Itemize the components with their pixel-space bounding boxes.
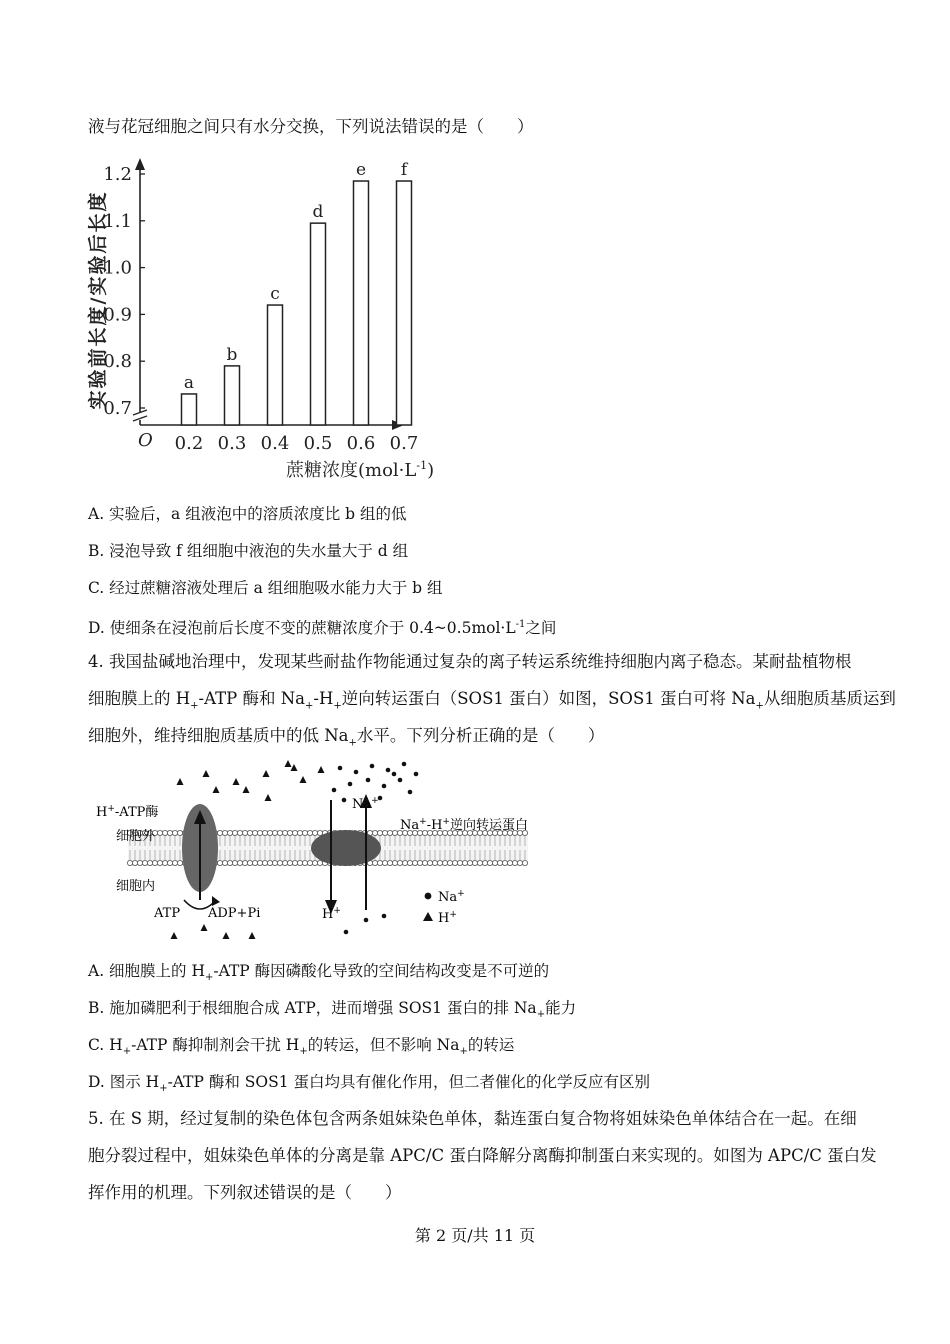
lipid-head	[137, 860, 142, 865]
lipid-head	[407, 860, 412, 865]
h-bottom-label: H+	[322, 906, 341, 922]
lipid-head	[507, 860, 512, 865]
lipid-head	[457, 860, 462, 865]
lipid-head	[157, 830, 162, 835]
lipid-head	[162, 830, 167, 835]
lipid-head	[462, 860, 467, 865]
page-footer: 第 2 页/共 11 页	[414, 1226, 536, 1245]
bar-label: a	[183, 372, 195, 393]
bar-chart	[82, 150, 502, 485]
lipid-head	[232, 830, 237, 835]
lipid-head	[467, 860, 472, 865]
lipid-head	[312, 830, 317, 835]
lipid-head	[472, 860, 477, 865]
lipid-head	[452, 860, 457, 865]
lipid-head	[222, 860, 227, 865]
lipid-head	[272, 830, 277, 835]
inside-label: 细胞内	[116, 879, 156, 894]
h-ion-triangle	[291, 764, 298, 771]
lipid-head	[372, 830, 377, 835]
na-ion-dot	[382, 784, 387, 789]
lipid-head	[262, 860, 267, 865]
na-ion-dot	[408, 790, 413, 795]
na-ion-dot	[332, 788, 337, 793]
q4-option-c: C. $H_+$-ATP 酶抑制剂会干扰 $H_+$的转运，但不影响 $Na_+$的转运	[88, 1036, 515, 1058]
lipid-head	[277, 860, 282, 865]
y-tick-label: 0.8	[103, 351, 132, 373]
chart-x-axis-label: 蔗糖浓度$(mol\cdot L^{-1})$	[286, 459, 435, 481]
q3-option-b: B. 浸泡导致 f 组细胞中液泡的失水量大于 d 组	[88, 542, 409, 560]
x-tick-label: 0.5	[303, 433, 333, 454]
lipid-head	[157, 860, 162, 865]
na-ion-dot	[366, 778, 371, 783]
lipid-head	[477, 860, 482, 865]
q4-option-b: B. 施加磷肥利于根细胞合成 ATP，进而增强 SOS1 蛋白的排 $Na_+$能力	[88, 999, 577, 1021]
bar-label: e	[355, 160, 367, 181]
h-ion-triangle	[171, 932, 178, 939]
lipid-head	[487, 860, 492, 865]
q3-option-c: C. 经过蔗糖溶液处理后 a 组细胞吸水能力大于 b 组	[88, 579, 443, 597]
na-ion-dot	[398, 778, 403, 783]
lipid-head	[292, 860, 297, 865]
adp-label: ADP+Pi	[208, 906, 261, 921]
chart-y-axis-label: 实验前长度/实验后长度	[87, 190, 109, 410]
lipid-head	[297, 830, 302, 835]
lipid-head	[232, 860, 237, 865]
na-ion-dot	[414, 772, 419, 777]
h-ion-triangle	[243, 786, 250, 793]
lipid-head	[267, 830, 272, 835]
y-tick-label: 0.7	[103, 398, 132, 419]
h-ion-triangle	[177, 778, 184, 785]
bar-label: d	[312, 202, 324, 223]
y-tick-label: 1.0	[103, 257, 132, 279]
lipid-head	[242, 830, 247, 835]
lipid-head	[422, 860, 427, 865]
lipid-head	[247, 860, 252, 865]
membrane-transport-diagram	[88, 760, 568, 945]
na-ion-dot	[370, 764, 375, 769]
na-ion-dot	[338, 766, 343, 771]
legend-na-label: Na+	[438, 889, 465, 905]
lipid-head	[387, 860, 392, 865]
lipid-head	[237, 830, 242, 835]
h-ion-triangle	[285, 760, 292, 767]
q4-option-a: A. 细胞膜上的 $H_+$-ATP 酶因磷酸化导致的空间结构改变是不可逆的	[88, 962, 550, 984]
y-tick-label: 1.2	[103, 164, 132, 185]
h-ion-triangle	[249, 932, 256, 939]
lipid-head	[237, 860, 242, 865]
lipid-head	[512, 860, 517, 865]
x-tick-label: 0.3	[217, 433, 247, 454]
legend-h-label: H+	[438, 910, 457, 926]
q3-option-d: D. 使细条在浸泡前后长度不变的蔗糖浓度介于 $0.4\sim 0.5mol\cdot L^{-1}$之间	[88, 619, 557, 638]
x-tick-label: 0.4	[260, 433, 290, 454]
bar-b	[225, 366, 240, 425]
lipid-head	[217, 830, 222, 835]
lipid-head	[302, 860, 307, 865]
lipid-head	[172, 830, 177, 835]
q5-stem-line3: 挥作用的机理。下列叙述错误的是（ ）	[88, 1183, 402, 1202]
lipid-head	[247, 830, 252, 835]
lipid-head	[432, 860, 437, 865]
lipid-head	[177, 830, 182, 835]
lipid-head	[517, 860, 522, 865]
q3-option-a: A. 实验后，a 组液泡中的溶质浓度比 b 组的低	[88, 505, 407, 523]
antiporter-label: Na+-H+逆向转运蛋白	[400, 817, 528, 833]
lipid-head	[227, 830, 232, 835]
q5-stem-line2: 胞分裂过程中，姐妹染色单体的分离是靠 APC/C 蛋白降解分离酶抑制蛋白来实现的。如图为 APC/C 蛋白发	[88, 1146, 877, 1165]
lipid-head	[297, 860, 302, 865]
lipid-head	[272, 860, 277, 865]
lipid-head	[277, 830, 282, 835]
lipid-head	[377, 860, 382, 865]
lipid-head	[402, 860, 407, 865]
chart-ticks	[103, 164, 418, 454]
h-ion-triangle	[265, 794, 272, 801]
question-stem-continuation: 液与花冠细胞之间只有水分交换，下列说法错误的是（ ）	[88, 117, 534, 136]
lipid-head	[372, 860, 377, 865]
q5-stem-line1: 5. 在 S 期，经过复制的染色体包含两条姐妹染色单体，黏连蛋白复合物将姐妹染色单体结合在一起。在细	[88, 1109, 857, 1128]
na-ion-dot	[342, 798, 347, 803]
lipid-head	[447, 860, 452, 865]
lipid-head	[397, 860, 402, 865]
arrow-head-right	[212, 896, 220, 906]
lipid-head	[377, 830, 382, 835]
q4-stem-line3: 细胞外，维持细胞质基质中的低 $Na_+$水平。下列分析正确的是（ ）	[88, 726, 605, 749]
lipid-head	[252, 830, 257, 835]
lipid-head	[302, 830, 307, 835]
bar-a	[182, 394, 197, 425]
h-ion-triangle	[263, 770, 270, 777]
lipid-head	[417, 860, 422, 865]
na-ion-dot	[364, 918, 369, 923]
lipid-head	[382, 860, 387, 865]
lipid-head	[502, 860, 507, 865]
lipid-head	[282, 860, 287, 865]
lipid-head	[482, 860, 487, 865]
bar-label: b	[226, 344, 238, 365]
h-ion-triangle	[223, 932, 230, 939]
legend-h-triangle	[423, 912, 433, 921]
q4-stem-line2: 细胞膜上的 $H_+$-ATP 酶和 $Na_+-H_+$逆向转运蛋白（SOS1 蛋白）如图，SOS1 蛋白可将 $Na_+$从细胞质基质运到	[88, 689, 896, 712]
lipid-head	[492, 860, 497, 865]
bar-label: c	[270, 284, 280, 305]
h-atpase-label: H+-ATP酶	[96, 804, 159, 820]
lipid-head	[287, 830, 292, 835]
q4-stem-line1: 4. 我国盐碱地治理中，发现某些耐盐作物能通过复杂的离子转运系统维持细胞内离子稳态。某耐盐植物根	[88, 652, 852, 671]
na-ion-dot	[354, 770, 359, 775]
h-ion-triangle	[201, 924, 208, 931]
lipid-head	[167, 830, 172, 835]
bar-d	[311, 223, 326, 425]
lipid-head	[442, 860, 447, 865]
outside-label: 细胞外	[116, 829, 156, 844]
chart-origin-label: O	[138, 430, 153, 451]
lipid-head	[267, 860, 272, 865]
lipid-head	[437, 860, 442, 865]
sos1-antiporter-protein	[311, 830, 381, 866]
bar-e	[354, 181, 369, 425]
lipid-head	[287, 860, 292, 865]
q4-option-d: D. 图示 $H_+$-ATP 酶和 SOS1 蛋白均具有催化作用，但二者催化的化学反应有区别	[88, 1073, 651, 1095]
lipid-head	[242, 860, 247, 865]
na-ion-dot	[382, 914, 387, 919]
lipid-head	[257, 860, 262, 865]
na-ion-dot	[344, 930, 349, 935]
h-ion-triangle	[203, 770, 210, 777]
x-tick-label: 0.6	[346, 433, 376, 454]
lipid-head	[427, 860, 432, 865]
lipid-head	[412, 860, 417, 865]
lipid-head	[152, 860, 157, 865]
lipid-head	[392, 830, 397, 835]
lipid-head	[262, 830, 267, 835]
bar-c	[268, 305, 283, 425]
lipid-head	[442, 830, 447, 835]
lipid-head	[252, 860, 257, 865]
h-ion-triangle	[233, 778, 240, 785]
legend-na-dot	[425, 893, 432, 900]
lipid-head	[387, 830, 392, 835]
lipid-head	[312, 860, 317, 865]
lipid-head	[307, 830, 312, 835]
na-ion-dot	[392, 772, 397, 777]
y-axis-arrow	[135, 158, 145, 170]
lipid-head	[317, 860, 322, 865]
lipid-head	[127, 860, 132, 865]
y-tick-label: 1.1	[103, 210, 132, 232]
atp-label: ATP	[154, 906, 181, 921]
na-ion-dot	[402, 762, 407, 767]
x-tick-label: 0.2	[174, 433, 204, 454]
lipid-head	[317, 830, 322, 835]
chart-bars	[182, 160, 412, 425]
lipid-head	[217, 860, 222, 865]
lipid-head	[147, 860, 152, 865]
lipid-head	[307, 860, 312, 865]
lipid-head	[162, 860, 167, 865]
h-ion-triangle	[213, 786, 220, 793]
bar-f	[397, 181, 412, 425]
lipid-head	[522, 860, 527, 865]
y-tick-label: 0.9	[103, 304, 132, 326]
lipid-head	[227, 860, 232, 865]
lipid-head	[172, 860, 177, 865]
na-ion-dot	[348, 782, 353, 787]
lipid-head	[222, 830, 227, 835]
lipid-head	[292, 830, 297, 835]
lipid-head	[167, 860, 172, 865]
na-ion-dot	[386, 768, 391, 773]
x-tick-label: 0.7	[389, 433, 419, 454]
lipid-head	[142, 860, 147, 865]
lipid-head	[132, 860, 137, 865]
h-ion-triangle	[300, 776, 307, 783]
bar-label: f	[400, 160, 408, 181]
lipid-head	[282, 830, 287, 835]
lipid-head	[177, 860, 182, 865]
lipid-head	[257, 830, 262, 835]
lipid-head	[382, 830, 387, 835]
h-ion-triangle	[318, 766, 325, 773]
lipid-head	[392, 860, 397, 865]
na-top-label: Na+	[352, 796, 379, 812]
lipid-head	[497, 860, 502, 865]
